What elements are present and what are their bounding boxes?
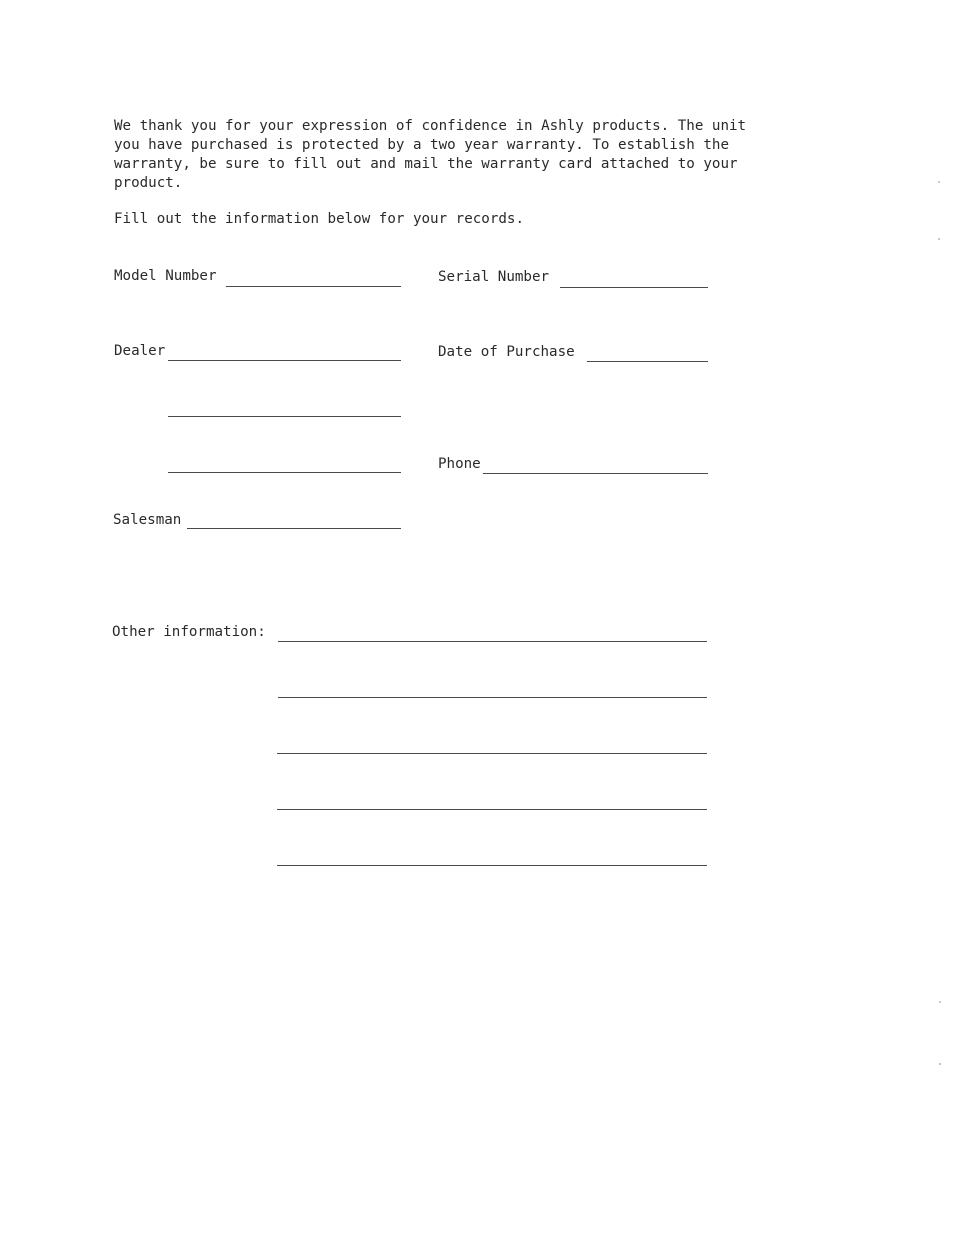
- intro-line-4: product.: [114, 175, 183, 191]
- scan-speck: [939, 1001, 941, 1003]
- other-information-label: Other information:: [112, 624, 266, 640]
- other-information-line-5[interactable]: [277, 865, 707, 866]
- scan-speck: [938, 181, 940, 183]
- intro-paragraph: [114, 117, 854, 193]
- phone-field[interactable]: [483, 473, 708, 474]
- intro-line-1: We thank you for your expression of confidence in Ashly products. The unit: [114, 118, 747, 134]
- serial-number-label: Serial Number: [438, 269, 550, 285]
- other-information-line-3[interactable]: [277, 753, 707, 754]
- dealer-label: Dealer: [114, 343, 166, 359]
- intro-line-2: you have purchased is protected by a two year warranty. To establish the: [114, 137, 729, 153]
- phone-label: Phone: [438, 456, 481, 472]
- model-number-label: Model Number: [114, 268, 217, 284]
- other-information-line-2[interactable]: [278, 697, 707, 698]
- date-of-purchase-label: Date of Purchase: [438, 344, 575, 360]
- other-information-line-1[interactable]: [278, 641, 707, 642]
- other-information-line-4[interactable]: [277, 809, 707, 810]
- scan-speck: [938, 238, 940, 240]
- salesman-label: Salesman: [113, 512, 182, 528]
- model-number-field[interactable]: [226, 286, 401, 287]
- salesman-field[interactable]: [187, 528, 401, 529]
- scan-speck: [939, 1063, 941, 1065]
- dealer-address-line-1[interactable]: [168, 416, 401, 417]
- intro-line-3: warranty, be sure to fill out and mail the warranty card attached to your: [114, 156, 738, 172]
- date-of-purchase-field[interactable]: [587, 361, 708, 362]
- fill-out-instruction: Fill out the information below for your records.: [114, 211, 524, 227]
- serial-number-field[interactable]: [560, 287, 708, 288]
- dealer-address-line-2[interactable]: [168, 472, 401, 473]
- dealer-field[interactable]: [168, 360, 401, 361]
